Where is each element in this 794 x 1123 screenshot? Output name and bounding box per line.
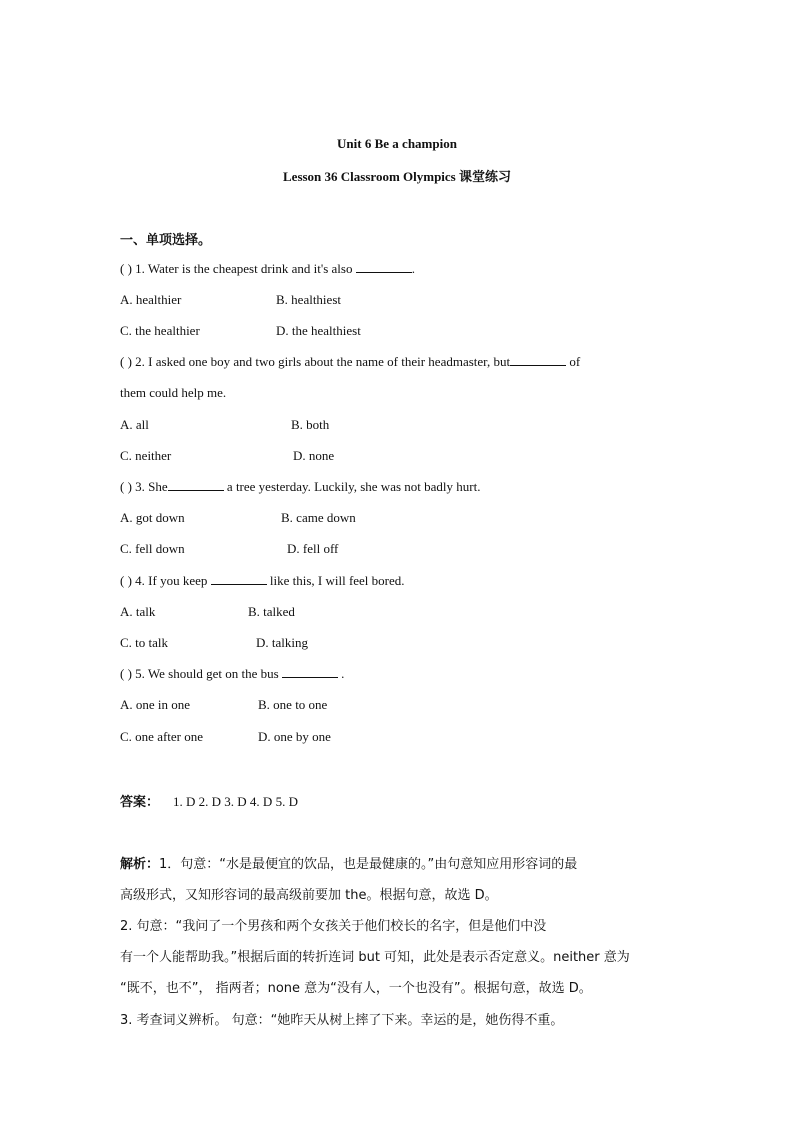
question-2-option-b: B. both	[291, 417, 330, 432]
question-3-text-end: a tree yesterday. Luckily, she was not badly hurt.	[223, 479, 481, 494]
question-2-stem-line2: them could help me.	[120, 385, 227, 400]
question-2-option-a: A. all	[120, 417, 149, 432]
question-4-option-c: C. to talk	[120, 635, 169, 650]
page-title: Unit 6 Be a champion	[337, 136, 457, 151]
question-4-stem	[120, 573, 405, 589]
question-5-stem	[120, 666, 344, 682]
question-3-option-d: D. fell off	[287, 541, 339, 556]
question-1-option-b: B. healthiest	[276, 292, 341, 307]
analysis-text: 1．句意：“水是最便宜的饮品，也是最健康的。”由句意知应用形容词的最	[159, 857, 578, 872]
question-1-stem	[120, 261, 415, 277]
question-4-option-b: B. talked	[248, 604, 295, 619]
question-2-option-d: D. none	[293, 448, 335, 463]
analysis-line-3: 2. 句意：“我问了一个男孩和两个女孩关于他们校长的名字，但是他们中没	[120, 919, 547, 934]
question-5-option-c: C. one after one	[120, 729, 204, 744]
question-3-option-a: A. got down	[120, 510, 185, 525]
question-5-text: ( ) 5. We should get on the bus	[120, 666, 282, 681]
question-2-stem	[120, 354, 580, 370]
analysis-line-4: 有一个人能帮助我。”根据后面的转折连词 but 可知，此处是表示否定意义。neither 意为	[120, 950, 630, 965]
subtitle-text: Lesson 36 Classroom Olympics 课堂练习	[283, 169, 511, 184]
question-1-option-a: A. healthier	[120, 292, 182, 307]
question-5-option-a: A. one in one	[120, 697, 191, 712]
analysis-line-2: 高级形式，又知形容词的最高级前要加 the。根据句意，故选 D。	[120, 888, 498, 903]
question-2-text-end: of	[566, 354, 581, 369]
answer-blank	[510, 354, 566, 366]
question-4-option-a: A. talk	[120, 604, 156, 619]
question-1-text-end: .	[411, 261, 415, 276]
section-heading: 一、单项选择。	[120, 233, 212, 248]
question-2-option-c: C. neither	[120, 448, 172, 463]
question-3-option-c: C. fell down	[120, 541, 185, 556]
question-4-text: ( ) 4. If you keep	[120, 573, 211, 588]
question-4-option-d: D. talking	[256, 635, 308, 650]
analysis-label: 解析：	[120, 857, 160, 872]
question-1-text: ( ) 1. Water is the cheapest drink and it's also	[120, 261, 356, 276]
question-3-stem	[120, 479, 480, 495]
question-5-option-b: B. one to one	[258, 697, 328, 712]
answers-line	[120, 791, 298, 810]
question-2-text: ( ) 2. I asked one boy and two girls about the name of their headmaster, but	[120, 354, 511, 369]
answers-label: 答案：	[120, 795, 160, 810]
analysis-line-1	[120, 853, 577, 872]
question-3-option-b: B. came down	[281, 510, 356, 525]
question-4-text-end: like this, I will feel bored.	[266, 573, 405, 588]
answer-blank	[168, 479, 224, 491]
question-5-text-end: .	[337, 666, 345, 681]
question-3-text: ( ) 3. She	[120, 479, 168, 494]
question-1-option-c: C. the healthier	[120, 323, 200, 338]
answers-text: 1. D 2. D 3. D 4. D 5. D	[173, 794, 298, 809]
question-5-option-d: D. one by one	[258, 729, 331, 744]
answer-blank	[356, 261, 412, 273]
analysis-line-6: 3. 考查词义辨析。 句意：“她昨天从树上摔了下来。幸运的是，她伤得不重。	[120, 1013, 564, 1028]
question-1-option-d: D. the healthiest	[276, 323, 361, 338]
analysis-line-5: “既不，也不”， 指两者；none 意为“没有人，一个也没有”。根据句意，故选 D。	[120, 981, 592, 996]
answer-blank	[282, 666, 338, 678]
answer-blank	[211, 573, 267, 585]
page-subtitle	[0, 166, 794, 185]
